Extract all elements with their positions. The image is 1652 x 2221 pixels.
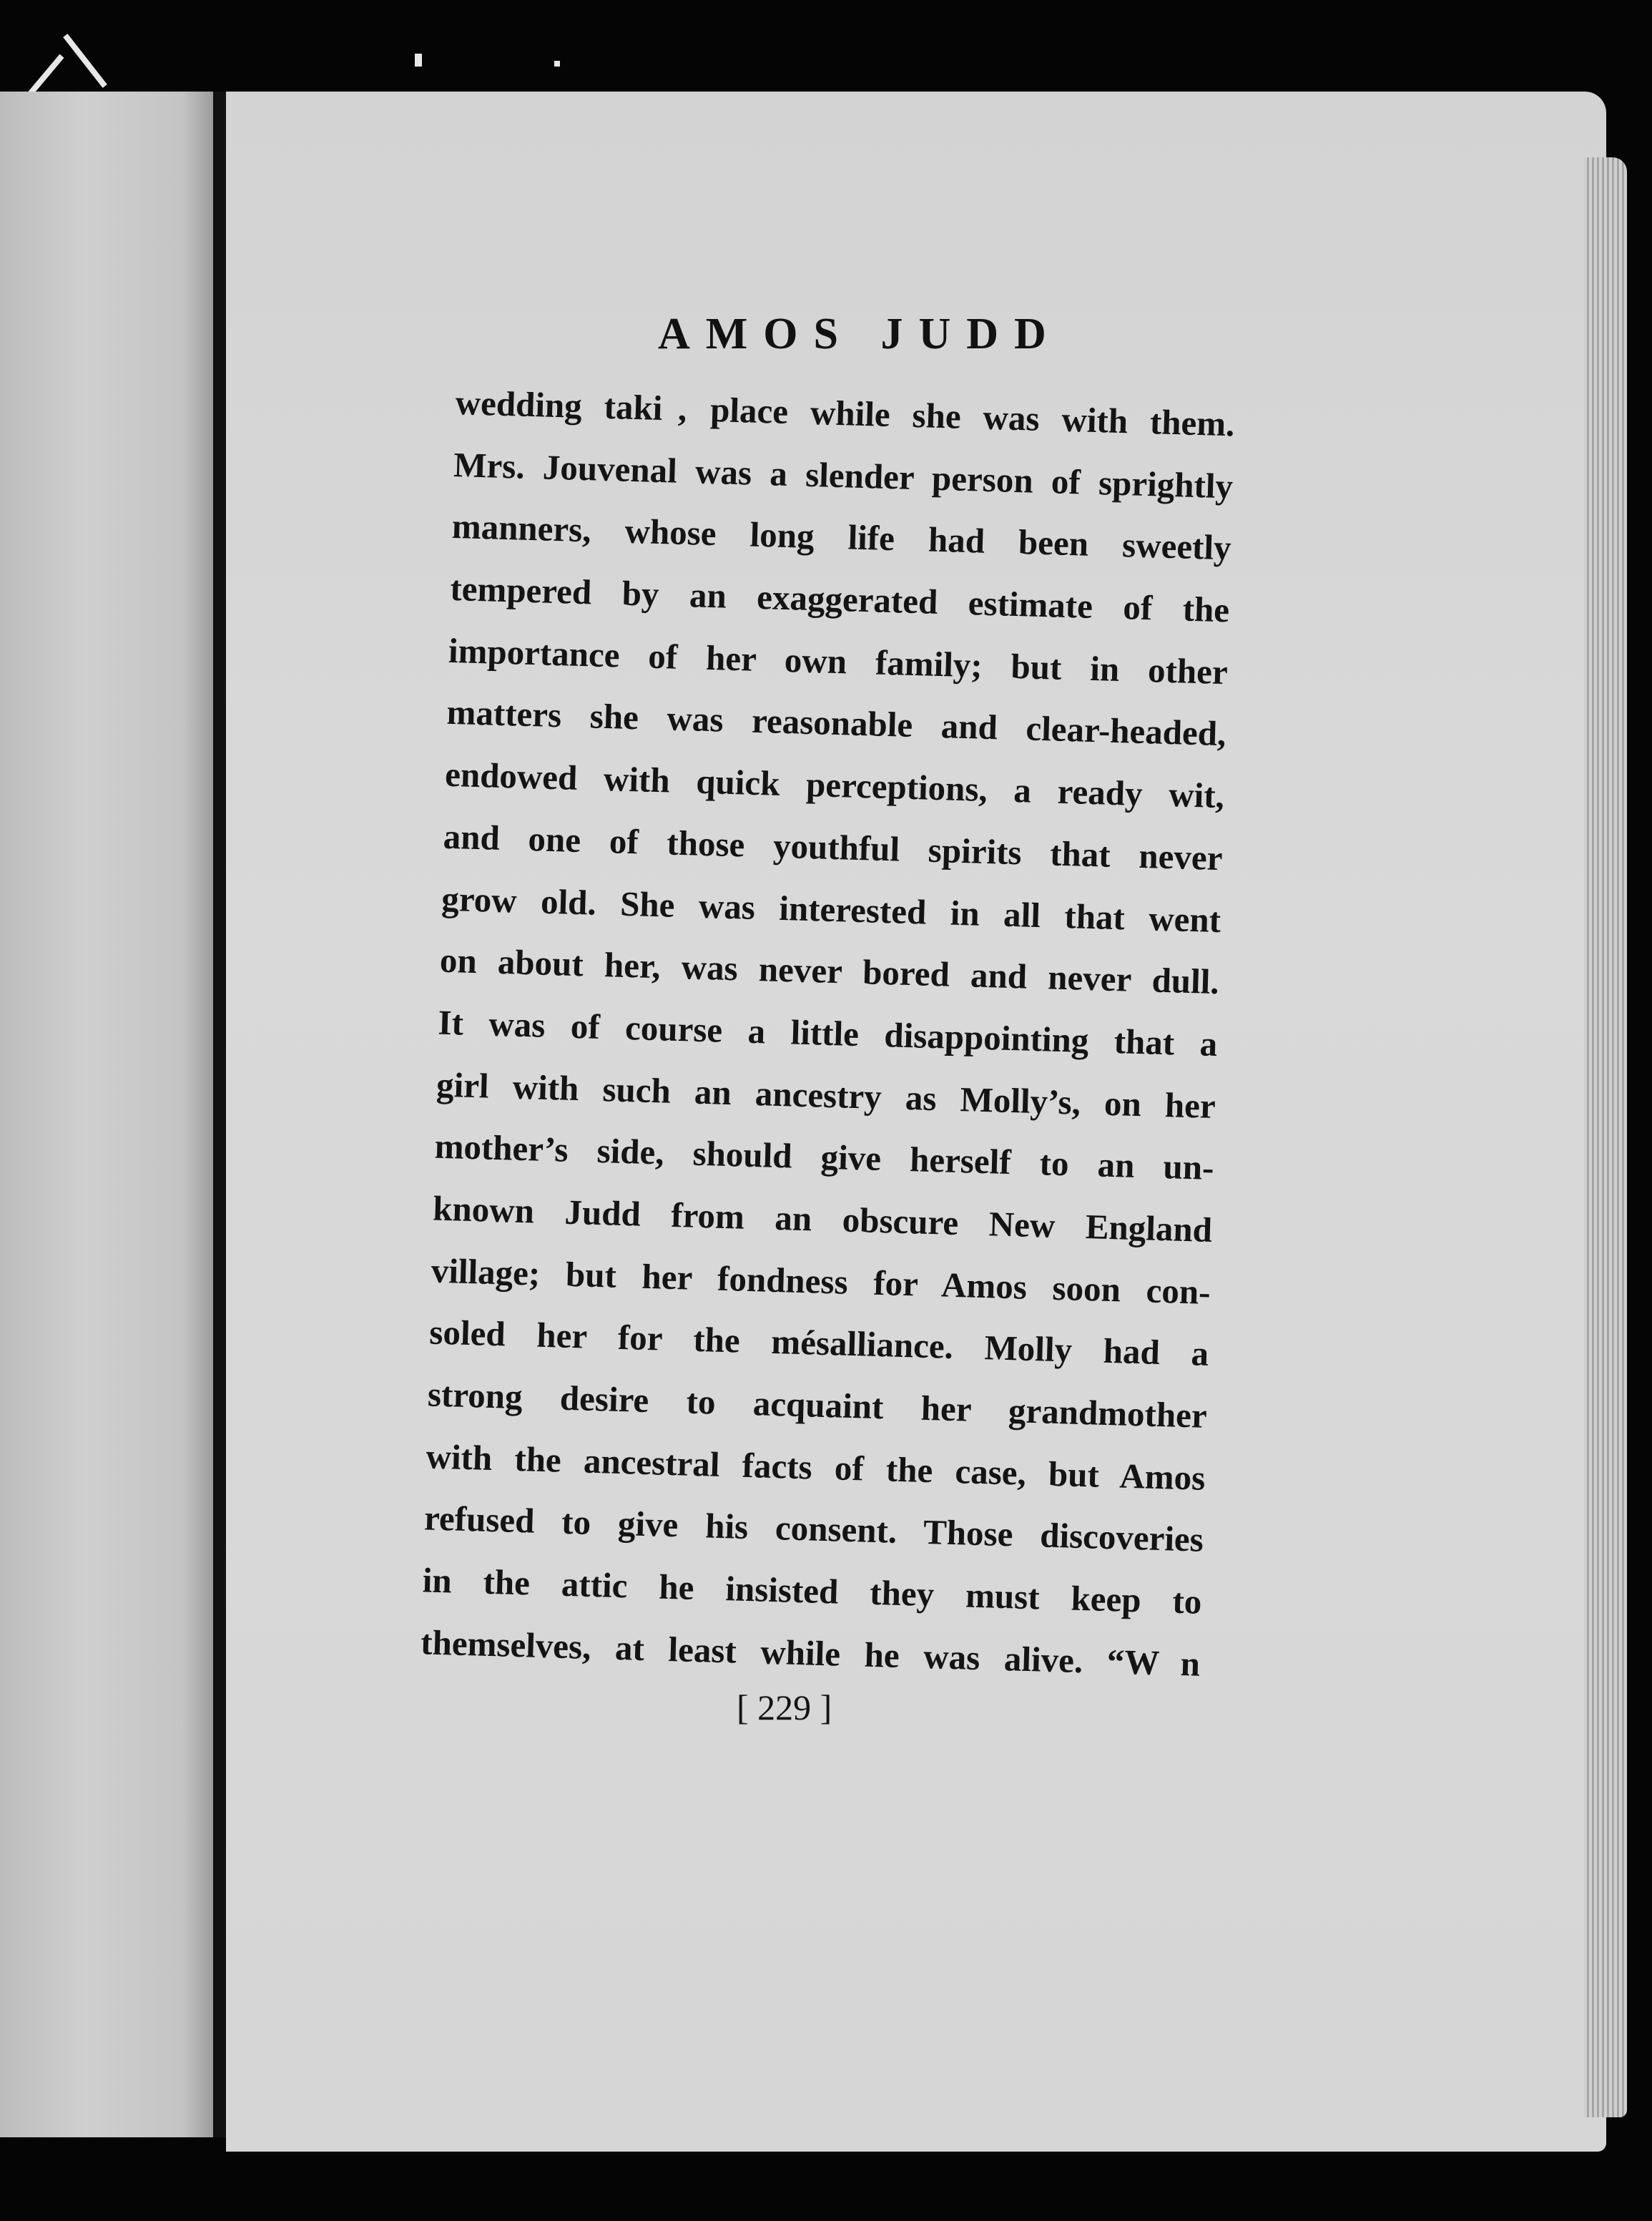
binding-gutter (213, 92, 226, 2137)
text-line: in the attic he insisted they must keep to (422, 1560, 1203, 1622)
page-stack-edges (1584, 157, 1627, 2117)
text-line: themselves, at least while he was alive. “W n (420, 1622, 1201, 1684)
text-line: tempered by an exaggerated estimate of the (449, 568, 1230, 630)
running-head: AMOS JUDD (658, 310, 1062, 358)
text-line: mother’s side, should give herself to an un- (434, 1126, 1215, 1188)
text-line: girl with such an ancestry as Molly’s, on her (436, 1064, 1216, 1126)
text-line: importance of her own family; but in other (448, 630, 1229, 692)
text-line: It was of course a little disappointing that a (437, 1002, 1218, 1064)
scan-mark (415, 54, 422, 67)
text-line: wedding taki ‚ place while she was with them. (455, 382, 1236, 444)
text-line: matters she was reasonable and clear-headed, (446, 692, 1227, 754)
page-number: [ 229 ] (737, 1687, 832, 1727)
text-line: and one of those youthful spirits that never (443, 816, 1224, 878)
text-line: Mrs. Jouvenal was a slender person of sprightly (453, 444, 1234, 506)
text-line: grow old. She was interested in all that went (441, 878, 1221, 940)
text-line: strong desire to acquaint her grandmother (427, 1374, 1208, 1436)
text-line: with the ancestral facts of the case, but Amos (425, 1436, 1206, 1498)
scan-mark (554, 61, 560, 67)
text-line: manners, whose long life had been sweetly (451, 506, 1232, 568)
text-line: village; but her fondness for Amos soon con- (431, 1250, 1211, 1312)
text-line: known Judd from an obscure New England (432, 1188, 1213, 1250)
text-line: on about her, was never bored and never dull. (439, 940, 1220, 1002)
text-line: soled her for the mésalliance. Molly had a (428, 1312, 1209, 1374)
text-line: refused to give his consent. Those discoveries (423, 1498, 1204, 1560)
text-line: endowed with quick perceptions, a ready wit, (444, 754, 1225, 816)
body-text (420, 372, 1235, 1695)
facing-page-left (0, 92, 215, 2137)
